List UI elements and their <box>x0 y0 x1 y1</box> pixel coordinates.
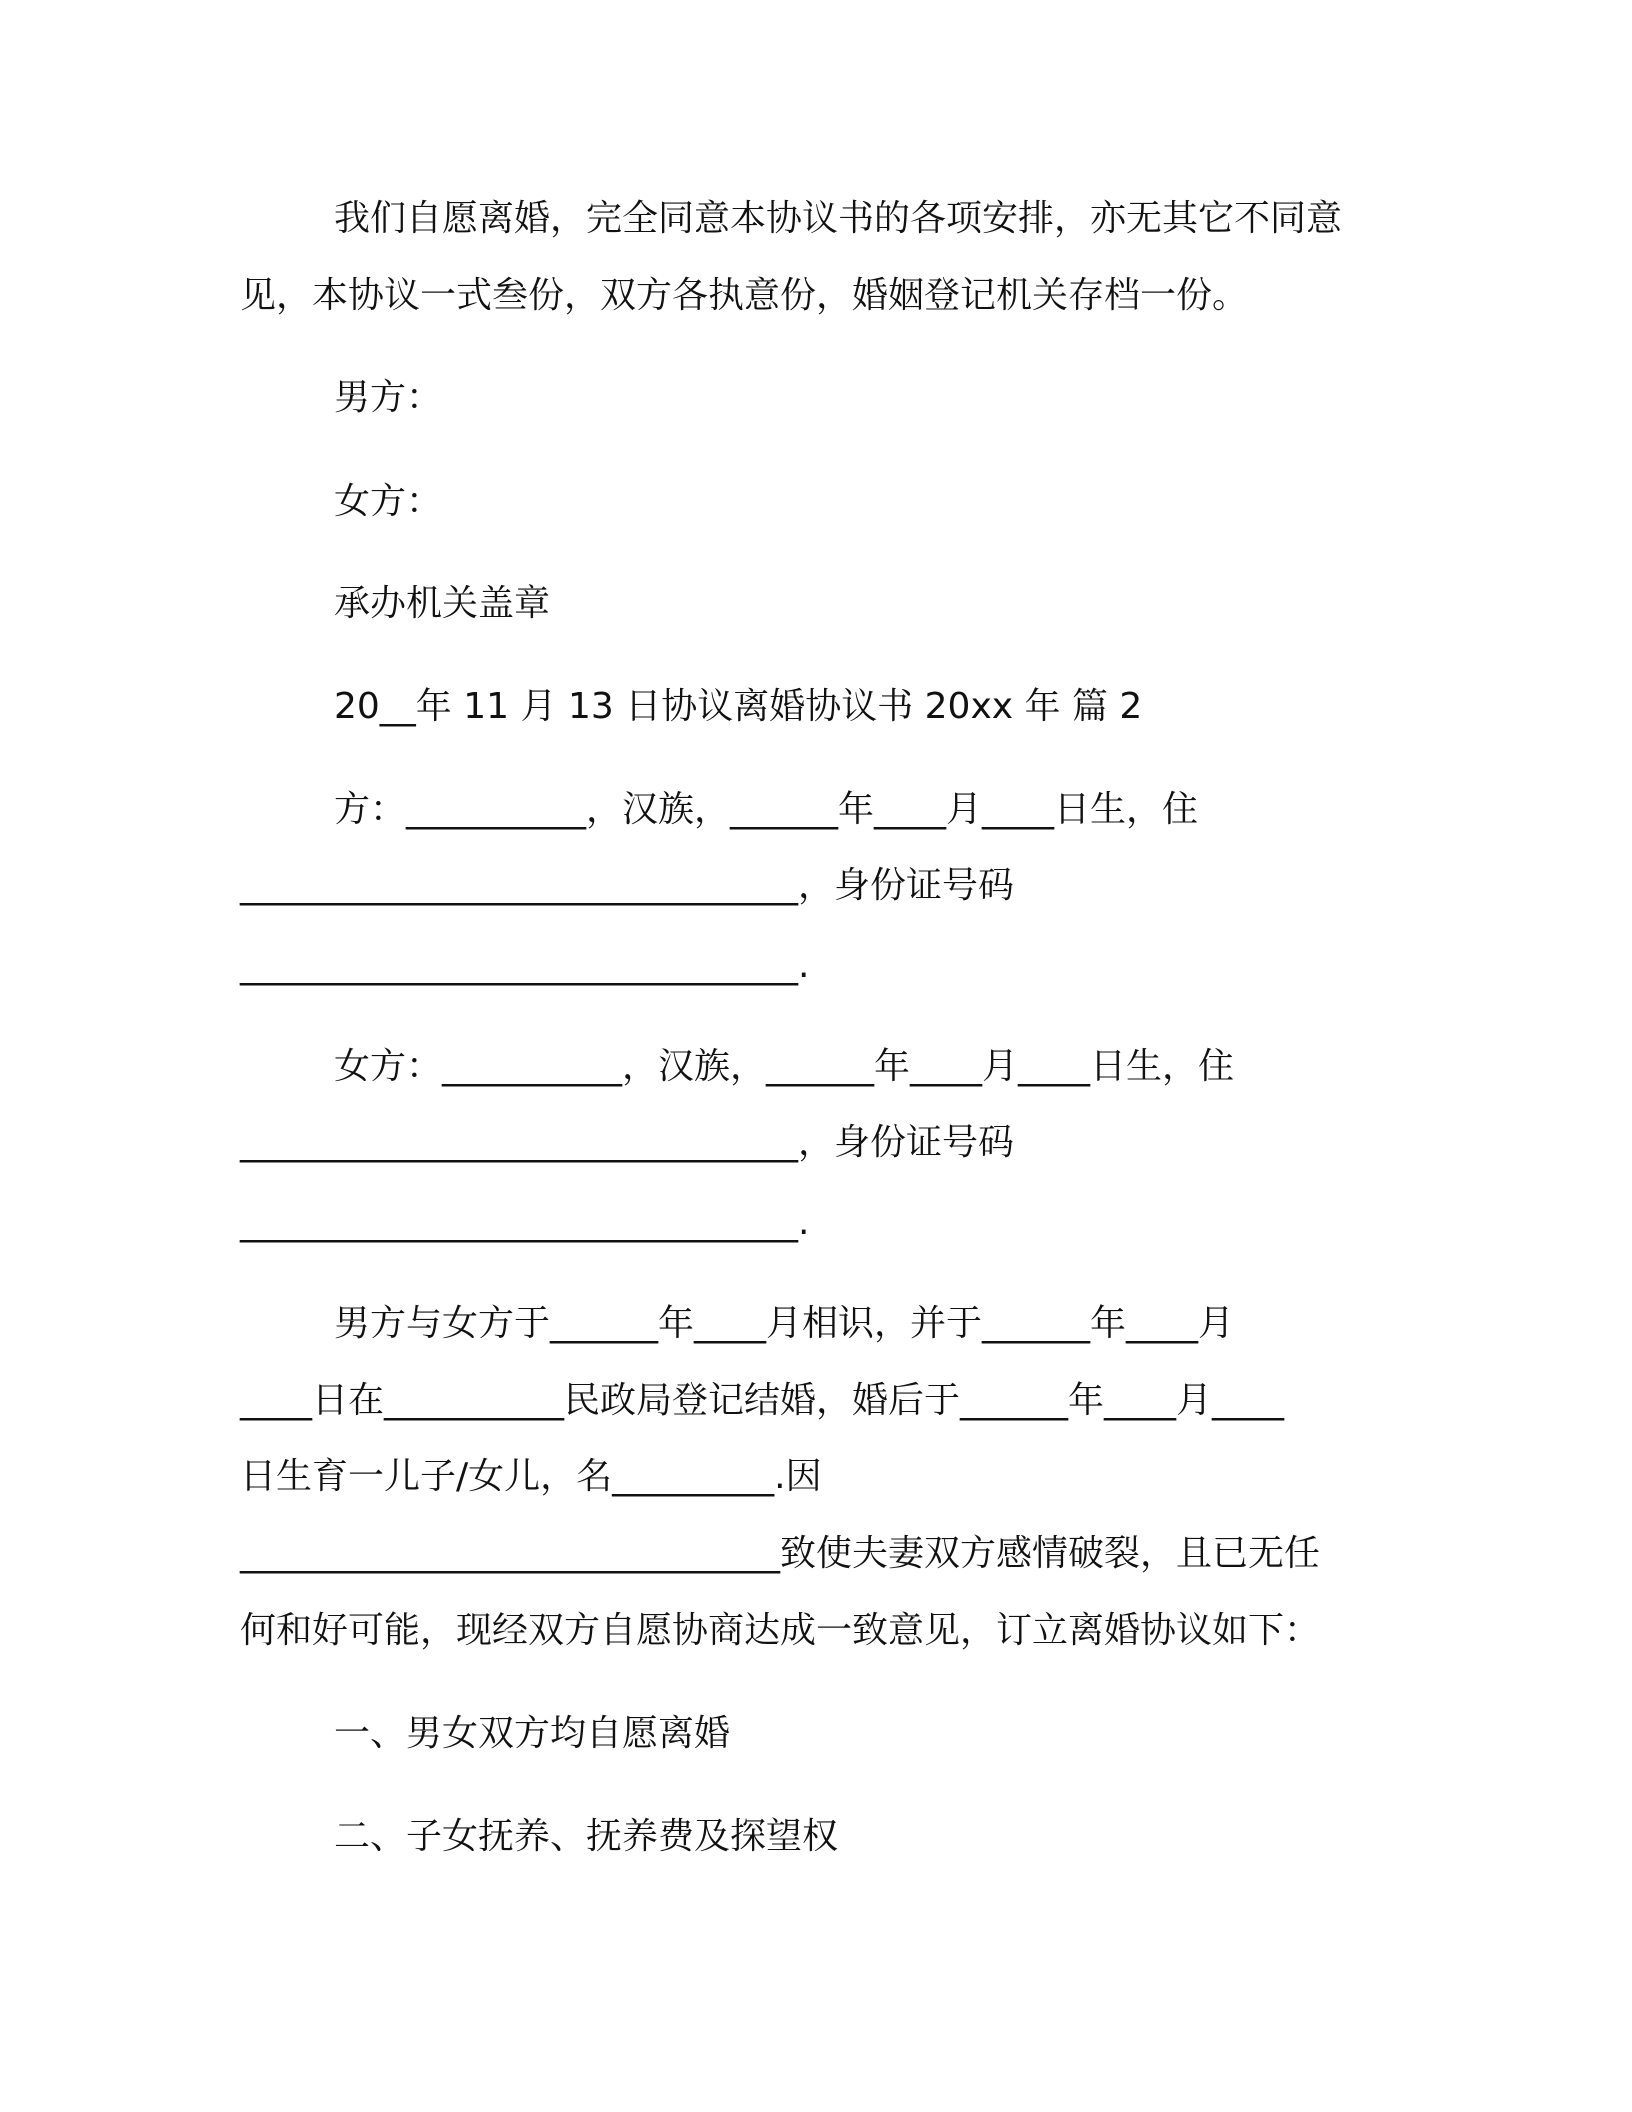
female-info-line-2: _______________________________，身份证号码 <box>240 1122 1015 1163</box>
marriage-paragraph-line-1: 男方与女方于______年____月相识，并于______年____月 <box>334 1303 1235 1344</box>
section-heading: 20__年 11 月 13 日协议离婚协议书 20xx 年 篇 2 <box>334 686 1143 727</box>
male-info-line-1: 方：__________，汉族，______年____月____日生，住 <box>334 789 1199 830</box>
marriage-paragraph-line-5: 何和好可能，现经双方自愿协商达成一致意见，订立离婚协议如下： <box>240 1610 1321 1651</box>
female-info-line-1: 女方：__________，汉族，______年____月____日生，住 <box>334 1046 1235 1087</box>
clause-2: 二、子女抚养、抚养费及探望权 <box>334 1816 839 1857</box>
female-info-line-3: _______________________________. <box>240 1202 810 1243</box>
male-party-label: 男方： <box>334 377 443 418</box>
male-info-line-3: _______________________________. <box>240 945 810 986</box>
paragraph-agreement-line-1: 我们自愿离婚，完全同意本协议书的各项安排，亦无其它不同意 <box>334 198 1343 239</box>
seal-label: 承办机关盖章 <box>334 583 551 624</box>
female-party-label: 女方： <box>334 481 443 522</box>
male-info-line-2: _______________________________，身份证号码 <box>240 865 1015 906</box>
marriage-paragraph-line-3: 日生育一儿子/女儿，名_________.因 <box>240 1456 822 1497</box>
clause-1: 一、男女双方均自愿离婚 <box>334 1713 731 1754</box>
marriage-paragraph-line-4: ______________________________致使夫妻双方感情破裂，且已无任 <box>240 1533 1321 1574</box>
marriage-paragraph-line-2: ____日在__________民政局登记结婚，婚后于______年____月____ <box>240 1380 1285 1421</box>
paragraph-agreement-line-2: 见，本协议一式叁份，双方各执意份，婚姻登记机关存档一份。 <box>240 275 1249 316</box>
